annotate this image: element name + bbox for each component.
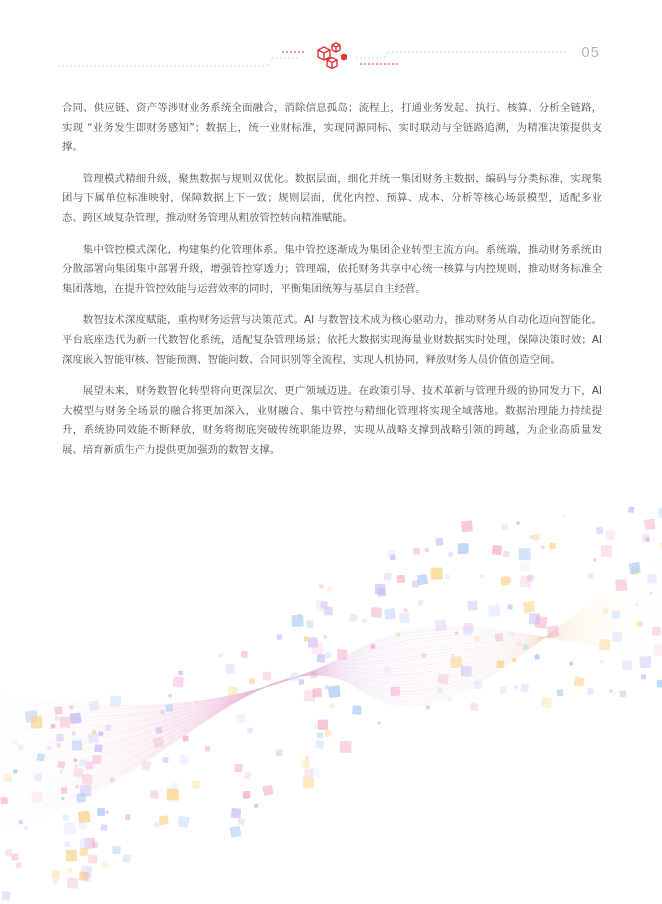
confetti-square xyxy=(15,862,21,868)
confetti-square xyxy=(74,764,78,768)
confetti-square xyxy=(64,841,70,847)
confetti-square xyxy=(541,545,545,549)
confetti-square xyxy=(34,774,42,782)
confetti-square xyxy=(549,543,555,549)
confetti-square xyxy=(24,826,28,830)
paragraph-2: 管理模式精细升级，聚焦数据与规则双优化。数据层面，细化并统一集团财务主数据、编码与分类标准，实现集团与下属单位标准映射，保障数据上下一致；规则层面，优化内控、预算、成本、分析等核心场景模型，适配多业态、跨区域复杂管理，推动财务管理从粗放管控转向精准赋能。 xyxy=(62,172,602,224)
confetti-square xyxy=(315,740,324,749)
confetti-square xyxy=(541,697,553,709)
confetti-square xyxy=(105,724,112,731)
confetti-square xyxy=(247,727,253,733)
confetti-square xyxy=(63,822,76,835)
confetti-square xyxy=(370,644,375,649)
confetti-square xyxy=(383,572,392,581)
confetti-square xyxy=(173,677,184,688)
confetti-square xyxy=(150,790,159,799)
confetti-square xyxy=(94,744,102,752)
wave-line xyxy=(0,575,662,787)
confetti-square xyxy=(562,515,566,519)
confetti-square xyxy=(92,755,101,764)
confetti-square xyxy=(305,756,309,760)
confetti-square xyxy=(467,600,477,610)
confetti-square xyxy=(12,739,19,746)
decorative-wave-art xyxy=(0,500,662,904)
confetti-square xyxy=(306,621,313,628)
confetti-square xyxy=(311,642,323,654)
confetti-square xyxy=(165,704,173,712)
confetti-square xyxy=(417,574,428,585)
confetti-square xyxy=(461,520,473,532)
confetti-square xyxy=(155,727,162,734)
confetti-square xyxy=(88,854,97,863)
paragraph-1: 合同、供应链、资产等涉财业务系统全面融合，消除信息孤岛；流程上，打通业务发起、执行、核算、分析全链路，实现 “业务发生即财务感知”；数据上，统一业财标准，实现同源同标、实时联动与全链路追溯，为精准决策提供支撑。 xyxy=(62,102,602,154)
confetti-square xyxy=(56,734,63,741)
confetti-square xyxy=(451,654,454,657)
confetti-square xyxy=(230,826,242,838)
confetti-square xyxy=(183,735,189,741)
confetti-square xyxy=(30,716,42,728)
confetti-square xyxy=(159,815,169,825)
confetti-square xyxy=(495,633,503,641)
confetti-square xyxy=(628,562,641,575)
confetti-square xyxy=(311,671,318,678)
confetti-square xyxy=(450,656,462,668)
confetti-square xyxy=(316,600,328,612)
confetti-square xyxy=(51,870,60,879)
confetti-square xyxy=(312,688,322,698)
confetti-square xyxy=(647,573,658,584)
confetti-square xyxy=(79,760,86,767)
wave-line xyxy=(0,590,662,769)
confetti-square xyxy=(503,551,510,558)
confetti-square xyxy=(383,666,391,674)
confetti-square xyxy=(654,645,662,656)
confetti-square xyxy=(396,633,400,637)
confetti-square xyxy=(516,521,520,525)
confetti-square xyxy=(316,654,325,663)
confetti-square xyxy=(602,608,608,614)
confetti-square xyxy=(622,660,632,670)
confetti-square xyxy=(523,644,529,650)
confetti-square xyxy=(298,679,304,685)
confetti-square xyxy=(600,660,604,664)
confetti-square xyxy=(219,654,223,658)
cube-cluster-icon xyxy=(318,43,347,69)
header-dashed-line-left xyxy=(58,52,304,66)
confetti-square xyxy=(234,764,243,773)
confetti-square xyxy=(105,810,109,814)
confetti-square xyxy=(448,552,454,558)
confetti-square xyxy=(461,666,472,677)
confetti-square xyxy=(97,808,105,816)
confetti-square xyxy=(205,746,211,752)
confetti-square xyxy=(301,759,310,768)
confetti-square xyxy=(588,573,593,578)
confetti-square xyxy=(74,758,78,762)
confetti-square xyxy=(318,719,328,729)
confetti-square xyxy=(325,652,332,659)
page-header xyxy=(0,0,662,80)
confetti-square xyxy=(110,778,115,783)
confetti-square xyxy=(500,576,510,586)
confetti-square xyxy=(317,732,324,739)
confetti-square xyxy=(474,681,482,689)
confetti-square xyxy=(178,671,183,676)
confetti-square xyxy=(615,579,627,591)
confetti-square xyxy=(352,705,362,715)
confetti-square xyxy=(0,797,8,805)
confetti-square xyxy=(458,543,469,554)
confetti-square xyxy=(644,519,656,531)
confetti-square xyxy=(153,736,165,748)
confetti-square xyxy=(291,673,299,681)
confetti-square xyxy=(417,600,423,606)
confetti-square xyxy=(276,634,282,640)
confetti-square xyxy=(125,814,131,820)
confetti-square xyxy=(628,506,635,513)
confetti-square xyxy=(78,821,87,830)
confetti-square xyxy=(520,562,530,572)
confetti-square xyxy=(75,785,78,788)
confetti-square xyxy=(51,724,56,729)
confetti-square xyxy=(514,685,518,689)
confetti-square xyxy=(168,694,172,698)
confetti-square xyxy=(53,879,59,885)
confetti-square xyxy=(658,507,662,518)
confetti-square xyxy=(328,685,341,698)
confetti-square xyxy=(529,613,541,625)
confetti-square xyxy=(640,656,652,668)
confetti-square xyxy=(178,816,190,828)
confetti-square xyxy=(534,654,540,660)
confetti-square xyxy=(275,749,282,756)
confetti-square xyxy=(611,610,620,619)
confetti-square xyxy=(70,713,82,725)
confetti-square xyxy=(635,603,638,606)
wave-line xyxy=(0,557,662,808)
confetti-square xyxy=(141,760,152,771)
confetti-square xyxy=(480,575,483,578)
confetti-square xyxy=(496,660,504,668)
confetti-square xyxy=(349,613,357,621)
header-dashed-line-right xyxy=(356,52,566,64)
confetti-square xyxy=(520,684,529,693)
confetti-square xyxy=(605,530,616,541)
confetti-square xyxy=(619,690,627,698)
wave-line xyxy=(0,560,662,805)
confetti-square xyxy=(523,601,535,613)
confetti-square xyxy=(47,746,52,751)
confetti-square xyxy=(337,649,348,660)
confetti-square xyxy=(236,713,246,723)
confetti-square xyxy=(425,548,429,552)
confetti-square xyxy=(499,686,507,694)
confetti-square xyxy=(520,576,532,588)
confetti-square xyxy=(110,695,121,706)
confetti-square xyxy=(36,753,45,762)
confetti-square xyxy=(609,689,613,693)
confetti-square xyxy=(636,621,642,627)
confetti-square xyxy=(83,874,91,882)
confetti-square xyxy=(66,850,78,862)
confetti-square xyxy=(76,793,86,803)
confetti-square xyxy=(195,701,198,704)
confetti-square xyxy=(413,548,420,555)
confetti-square xyxy=(79,848,88,857)
confetti-square xyxy=(67,868,72,873)
confetti-square xyxy=(73,767,84,778)
confetti-square xyxy=(55,716,60,721)
confetti-square xyxy=(62,815,68,821)
confetti-square xyxy=(101,824,108,831)
confetti-square xyxy=(547,626,559,638)
confetti-square xyxy=(501,524,508,531)
confetti-square xyxy=(508,604,513,609)
confetti-square xyxy=(304,636,309,641)
confetti-square xyxy=(60,717,71,728)
confetti-square xyxy=(304,769,313,778)
confetti-square xyxy=(642,667,645,670)
confetti-square xyxy=(387,550,395,558)
confetti-square xyxy=(362,619,367,624)
confetti-square xyxy=(18,744,24,750)
confetti-square xyxy=(292,615,304,627)
confetti-square xyxy=(303,777,315,789)
confetti-square xyxy=(82,774,92,784)
page-number: 05 xyxy=(581,44,600,61)
paragraph-5: 展望未来，财务数智化转型将向更深层次、更广领域迈进。在政策引导、技术革新与管理升级的协同发力下，AI 大模型与财务全场景的融合将更加深入，业财融合、集中管控与精细化管理将实现全域落地。数据治理能力持续提升，系统协同效能不断释放，财务将彻底突破传统职能边界，实现从战略支撑到战略引领的跨越，为企业高质量发展、培育新质生产力提供更加强劲的数智支撑。 xyxy=(62,385,602,456)
confetti-square xyxy=(455,631,459,635)
confetti-square xyxy=(172,782,178,788)
confetti-square xyxy=(1,891,11,901)
confetti-square xyxy=(652,627,661,636)
confetti-square xyxy=(533,534,539,540)
confetti-square xyxy=(329,703,335,709)
confetti-square xyxy=(516,642,521,647)
confetti-square xyxy=(61,787,68,794)
confetti-square xyxy=(101,861,109,869)
body-text xyxy=(62,99,602,473)
confetti-square xyxy=(403,608,407,612)
confetti-square xyxy=(19,820,24,825)
confetti-square xyxy=(167,788,179,800)
confetti-square xyxy=(377,721,381,725)
confetti-square xyxy=(71,731,76,736)
confetti-square xyxy=(518,548,530,560)
wave-lines xyxy=(0,540,662,830)
confetti-square xyxy=(641,533,650,542)
confetti-square xyxy=(587,688,594,695)
confetti-square xyxy=(324,635,328,639)
confetti-square xyxy=(488,604,501,617)
confetti-square xyxy=(249,678,255,684)
confetti-square xyxy=(327,587,333,593)
confetti-square xyxy=(11,853,19,861)
confetti-square xyxy=(375,584,386,595)
confetti-square xyxy=(596,527,604,535)
confetti-square xyxy=(262,671,271,680)
confetti-square xyxy=(244,772,252,780)
confetti-square xyxy=(649,591,652,594)
confetti-square xyxy=(243,791,251,799)
confetti-square xyxy=(89,700,100,711)
confetti-square xyxy=(231,808,241,818)
confetti-square xyxy=(371,607,382,618)
confetti-square xyxy=(238,818,245,825)
confetti-square xyxy=(397,575,405,583)
confetti-square xyxy=(254,804,259,809)
confetti-square xyxy=(463,626,472,635)
confetti-square xyxy=(438,673,449,684)
confetti-square xyxy=(340,741,352,753)
confetti-square xyxy=(470,703,478,711)
confetti-square xyxy=(574,676,585,687)
wave-squares xyxy=(0,506,662,900)
confetti-square xyxy=(512,658,517,663)
confetti-square xyxy=(641,674,646,679)
confetti-square xyxy=(154,821,160,827)
confetti-square xyxy=(59,770,63,774)
confetti-square xyxy=(112,846,121,855)
confetti-square xyxy=(3,773,13,783)
confetti-square xyxy=(421,653,426,658)
confetti-square xyxy=(192,780,201,789)
confetti-square xyxy=(163,757,169,763)
confetti-square xyxy=(92,841,99,848)
confetti-square xyxy=(448,697,453,702)
confetti-square xyxy=(54,706,63,715)
confetti-square xyxy=(437,688,443,694)
confetti-square xyxy=(430,567,443,580)
confetti-square xyxy=(92,730,96,734)
confetti-square xyxy=(319,584,324,589)
confetti-square xyxy=(657,680,662,688)
confetti-square xyxy=(324,729,332,737)
confetti-square xyxy=(67,877,79,889)
confetti-square xyxy=(445,574,450,579)
confetti-square xyxy=(61,797,65,801)
confetti-square xyxy=(599,639,611,651)
confetti-square xyxy=(225,664,235,674)
confetti-square xyxy=(435,538,443,546)
confetti-square xyxy=(241,651,249,659)
confetti-square xyxy=(13,769,18,774)
confetti-square xyxy=(612,631,623,642)
confetti-square xyxy=(122,854,131,863)
confetti-square xyxy=(179,754,189,764)
confetti-square xyxy=(569,661,573,665)
confetti-square xyxy=(98,731,103,736)
confetti-square xyxy=(384,608,396,620)
confetti-square xyxy=(492,545,502,555)
confetti-square xyxy=(57,761,65,769)
confetti-square xyxy=(263,785,274,796)
confetti-square xyxy=(88,732,100,744)
confetti-square xyxy=(390,686,400,696)
confetti-square xyxy=(435,619,447,631)
confetti-square xyxy=(228,687,238,697)
confetti-square xyxy=(556,689,563,696)
confetti-square xyxy=(161,710,165,714)
wave-line xyxy=(0,545,662,824)
confetti-square xyxy=(509,631,514,636)
paragraph-3: 集中管控模式深化，构建集约化管理体系。集中管控逐渐成为集团企业转型主流方向。系统端，推动财务系统由分散部署向集团集中部署升级，增强管控穿透力；管理端，依托财务共享中心统一核算与内控规则，推动财务标准全集团落地，在提升管控效能与运营效率的同时，平衡集团统筹与基层自主经营。 xyxy=(62,243,602,295)
confetti-square xyxy=(72,741,82,751)
confetti-square xyxy=(601,545,613,557)
confetti-square xyxy=(593,558,596,561)
confetti-square xyxy=(31,791,42,802)
wave-line xyxy=(0,542,662,826)
confetti-square xyxy=(69,705,74,710)
confetti-square xyxy=(426,705,430,709)
confetti-square xyxy=(56,743,61,748)
confetti-square xyxy=(474,636,480,642)
confetti-square xyxy=(529,535,534,540)
confetti-square xyxy=(399,613,410,624)
paragraph-4: 数智技术深度赋能，重构财务运营与决策范式。AI 与数智技术成为核心驱动力，推动财务从自动化迈向智能化。平台底座迭代为新一代数智化系统，适配复杂管理场景；依托大数据实现海量业财数据实时处理，保障决策时效；AI 深度嵌入智能审核、智能预测、智能问数、合同识别等全流程，实现人机协同，释放财务人员价值创造空间。 xyxy=(62,314,602,366)
